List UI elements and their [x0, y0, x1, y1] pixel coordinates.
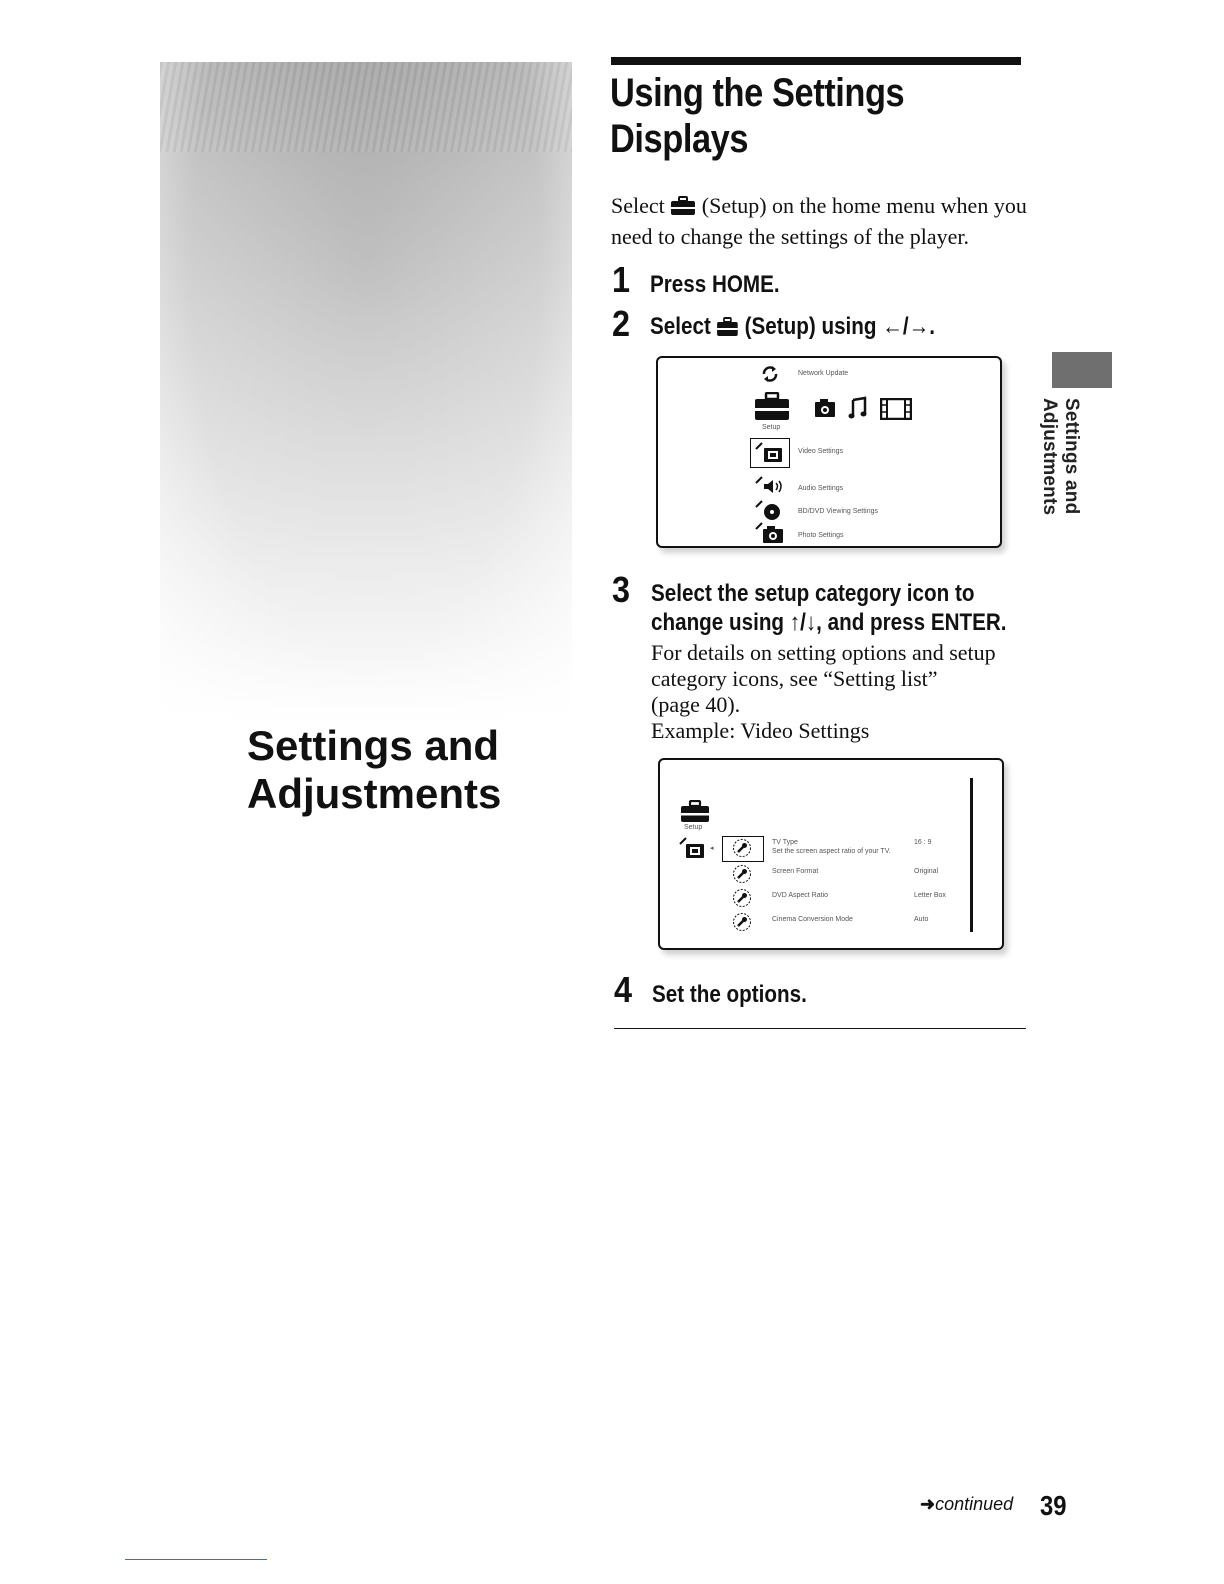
photo-icon — [814, 398, 836, 418]
section-title: Using the Settings Displays — [610, 71, 905, 161]
chapter-image-panel — [160, 62, 572, 722]
step-2-text: Select (Setup) using ←/→. — [650, 312, 935, 345]
setup-toolbox-icon — [680, 800, 710, 824]
up-down-arrows: ↑/↓ — [789, 609, 817, 636]
menu-item-label: Audio Settings — [798, 485, 844, 492]
footer-rule — [125, 1559, 267, 1560]
page-number: 39 — [1040, 1490, 1067, 1521]
step-1-text: Press HOME. — [650, 271, 780, 298]
section-top-rule — [611, 57, 1021, 65]
audio-settings-icon — [754, 476, 784, 496]
wrench-icon — [732, 912, 752, 932]
setting-value: Letter Box — [914, 892, 946, 899]
music-icon — [848, 396, 868, 420]
menu-item-label: Video Settings — [798, 448, 844, 455]
video-film-icon — [880, 398, 912, 420]
menu-item-label: Photo Settings — [798, 532, 844, 539]
network-update-icon — [760, 364, 780, 384]
setup-toolbox-icon — [754, 392, 790, 422]
video-settings-screen — [658, 758, 1004, 950]
intro-paragraph: Select (Setup) on the home menu when you need to change the settings of the player. — [611, 193, 1027, 249]
bd-dvd-viewing-settings-icon — [754, 500, 784, 520]
step-2-number: 2 — [612, 303, 631, 344]
video-settings-icon — [754, 440, 786, 464]
step-4-text: Set the options. — [652, 981, 807, 1008]
chapter-side-tab — [1052, 352, 1112, 388]
arrow-right-icon: ➜ — [920, 1494, 936, 1514]
setup-label: Setup — [762, 424, 781, 431]
chapter-title: Settings and Adjustments — [247, 722, 502, 817]
setup-toolbox-icon — [717, 315, 739, 345]
setting-label: Cinema Conversion Mode — [772, 916, 853, 923]
section-bottom-rule — [614, 1028, 1026, 1029]
setting-label: Screen Format — [772, 868, 819, 875]
step-4-number: 4 — [614, 969, 633, 1010]
setting-label: TV Type — [772, 839, 798, 846]
wrench-icon — [732, 888, 752, 908]
home-menu-screen — [656, 356, 1002, 548]
wrench-icon — [732, 864, 752, 884]
selection-pointer: ◂ — [710, 845, 714, 852]
setup-label: Setup — [684, 824, 703, 831]
setting-value: Auto — [914, 916, 929, 923]
network-update-label: Network Update — [798, 370, 849, 377]
wrench-icon — [732, 838, 752, 858]
step-3-text-line2: change using ↑/↓, and press ENTER. — [651, 609, 1007, 636]
step-3-body: For details on setting options and setup category icons, see “Setting list” (page 40). Example: Video Settings — [651, 640, 996, 743]
setting-value: 16 : 9 — [914, 839, 932, 846]
menu-item-label: BD/DVD Viewing Settings — [798, 508, 879, 515]
setting-description: Set the screen aspect ratio of your TV. — [772, 848, 891, 855]
step-1-number: 1 — [612, 259, 631, 300]
step-3-text-line1: Select the setup category icon to — [651, 580, 975, 607]
continued-label: ➜continued — [920, 1494, 1014, 1514]
setting-value: Original — [914, 868, 939, 875]
side-tab-label: Settings and Adjustments — [1039, 398, 1082, 516]
step-3-number: 3 — [612, 569, 631, 610]
photo-settings-icon — [754, 522, 784, 544]
scrollbar — [970, 778, 973, 932]
left-right-arrows: ←/→ — [882, 313, 930, 340]
setup-toolbox-icon — [670, 195, 696, 223]
video-settings-icon — [678, 836, 708, 860]
setting-label: DVD Aspect Ratio — [772, 892, 829, 899]
